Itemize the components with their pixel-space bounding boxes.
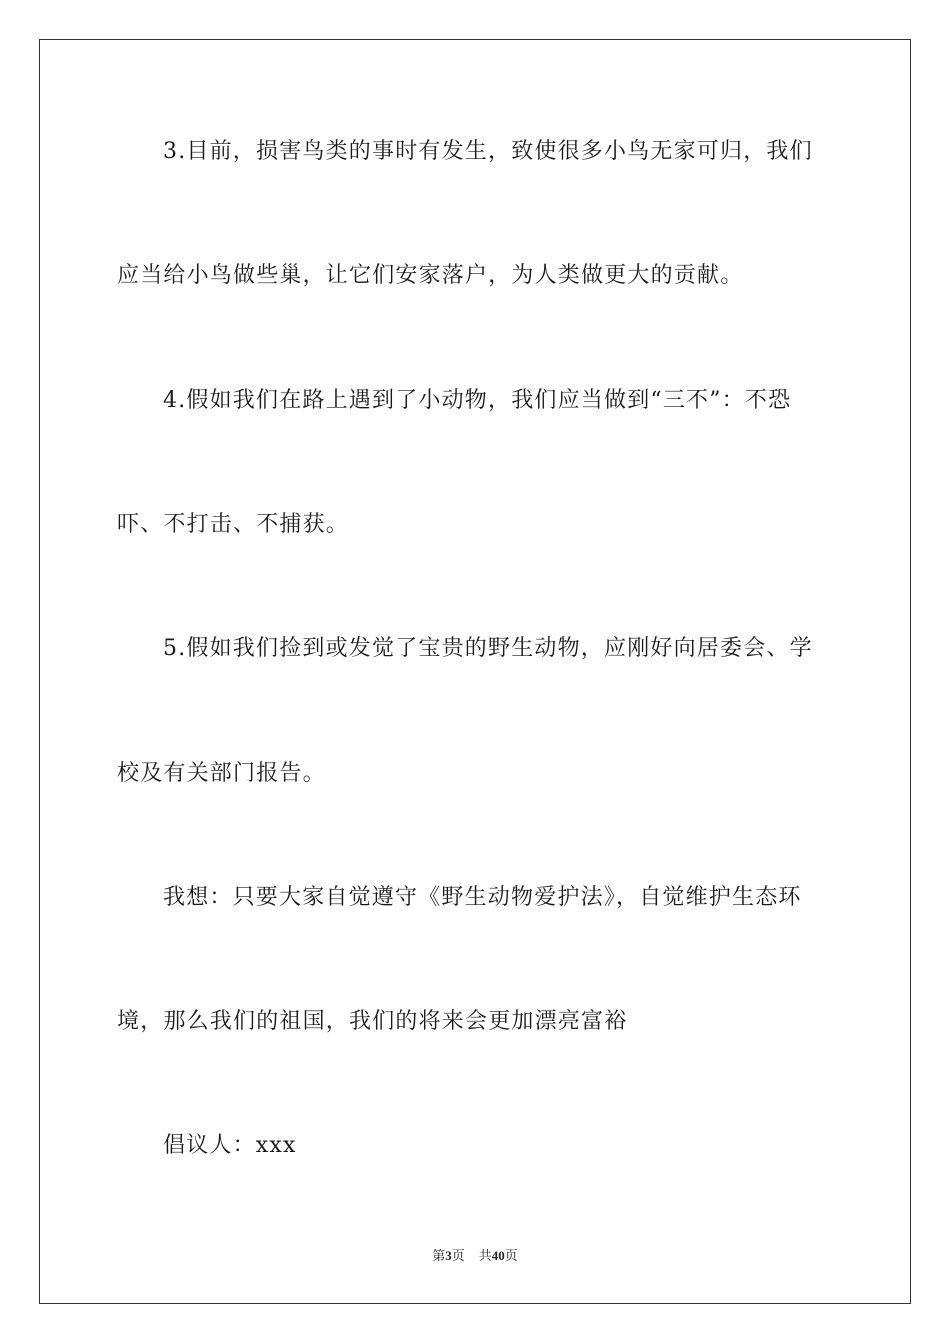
paragraph-5-line-1: 5.假如我们捡到或发觉了宝贵的野生动物，应刚好向居委会、学 [163, 636, 813, 661]
page-footer [0, 1247, 950, 1265]
signature-line: 倡议人：xxx [163, 1133, 297, 1158]
page-border [39, 39, 911, 1304]
paragraph-4-line-2: 吓、不打击、不捕获。 [117, 512, 350, 537]
paragraph-3-line-2: 应当给小鸟做些巢，让它们安家落户，为人类做更大的贡献。 [117, 263, 744, 288]
paragraph-4-line-1: 4.假如我们在路上遇到了小动物，我们应当做到“三不”：不恐 [163, 388, 792, 413]
footer-page-suffix: 页 [451, 1248, 465, 1263]
paragraph-3-line-1: 3.目前，损害鸟类的事时有发生，致使很多小鸟无家可归，我们 [163, 139, 813, 164]
conclusion-line-2: 境，那么我们的祖国，我们的将来会更加漂亮富裕 [117, 1009, 628, 1034]
paragraph-5-line-2: 校及有关部门报告。 [117, 761, 326, 786]
footer-page-total: 40 [491, 1248, 505, 1263]
footer-page-prefix: 第 [432, 1248, 446, 1263]
footer-total-prefix: 共 [478, 1248, 492, 1263]
conclusion-line-1: 我想：只要大家自觉遵守《野生动物爱护法》，自觉维护生态环 [163, 885, 802, 910]
footer-total-suffix: 页 [504, 1248, 518, 1263]
footer-page-current: 3 [445, 1248, 452, 1263]
